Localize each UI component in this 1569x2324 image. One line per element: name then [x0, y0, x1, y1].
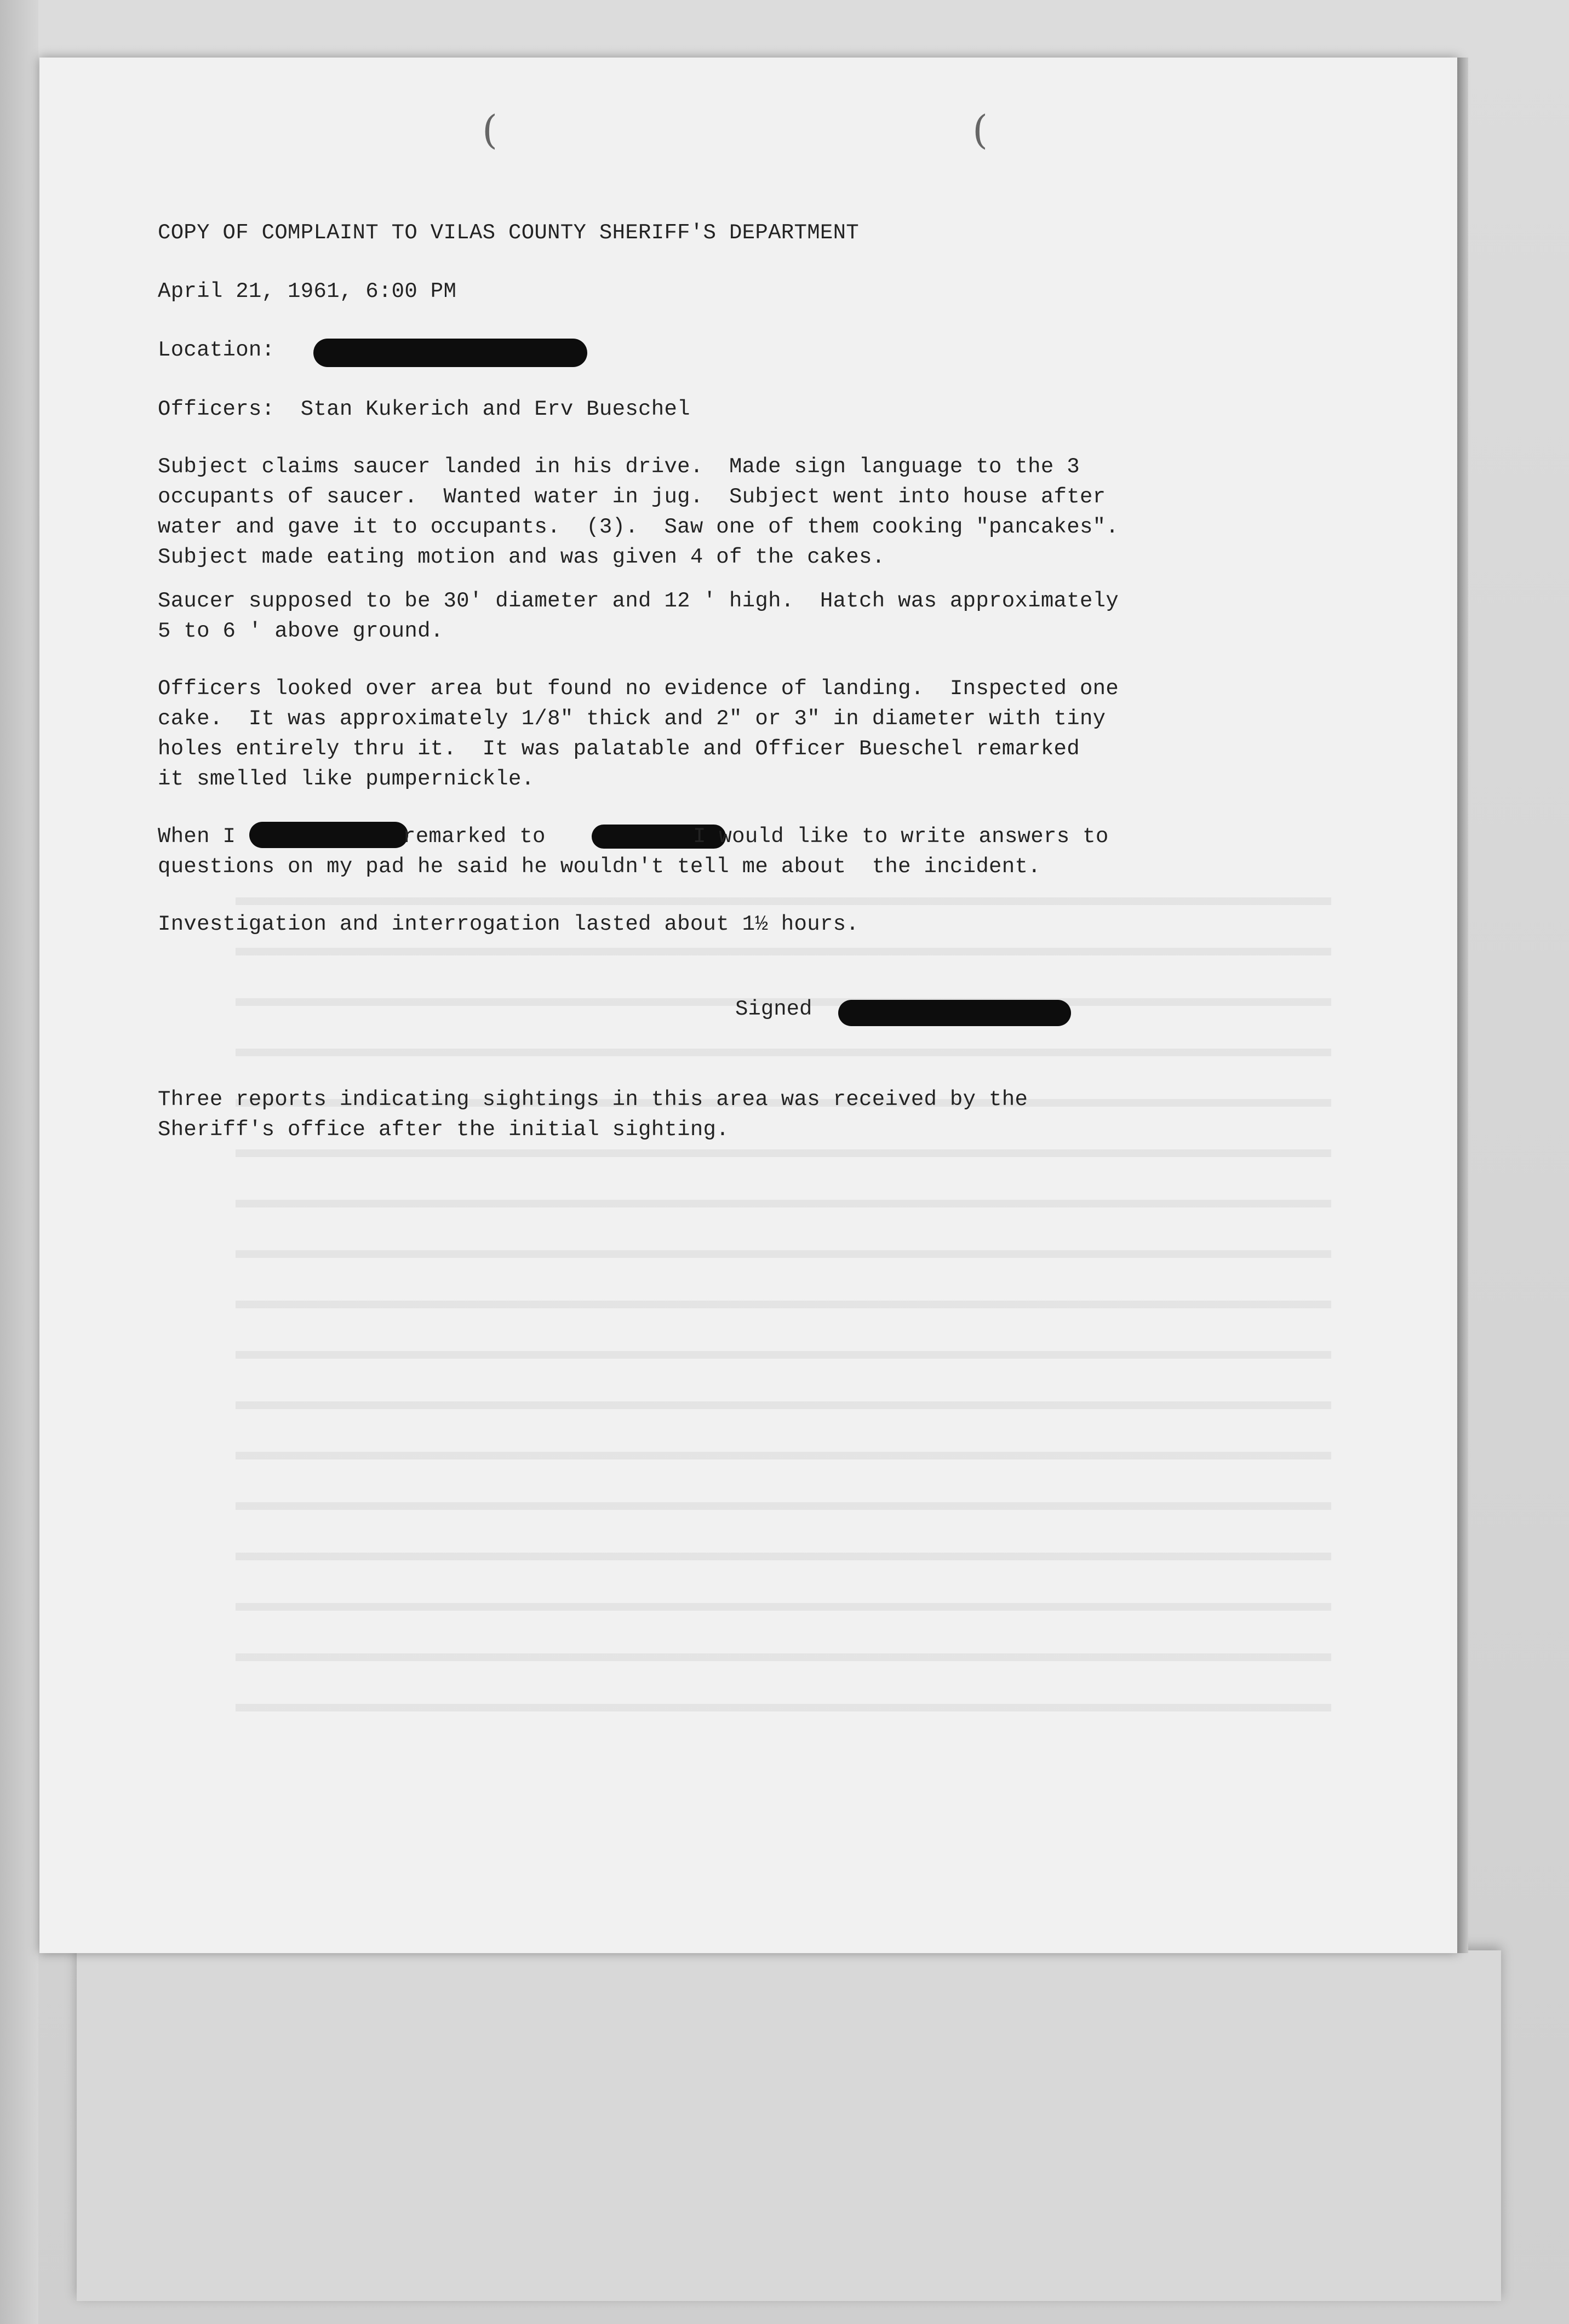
- redaction-signature: [838, 1000, 1071, 1026]
- redaction-location: [313, 339, 587, 367]
- underlying-sheet: [77, 1950, 1501, 2301]
- paragraph-line: When I: [158, 825, 236, 849]
- paragraph-line: water and gave it to occupants. (3). Saw one of them cooking "pancakes".: [158, 515, 1119, 539]
- paragraph-line: holes entirely thru it. It was palatable and Officer Bueschel remarked: [158, 737, 1080, 761]
- location-label: Location:: [158, 338, 275, 362]
- scan-left-edge: [0, 0, 38, 2324]
- paragraph-line: I would like to write answers to: [693, 825, 1109, 849]
- page-edge-shadow: [1457, 58, 1468, 1953]
- signed-label: Signed: [735, 997, 812, 1021]
- paragraph-line: Subject made eating motion and was given 4 of the cakes.: [158, 545, 885, 569]
- officers-line: Officers: Stan Kukerich and Erv Bueschel: [158, 397, 690, 421]
- paragraph-line: it smelled like pumpernickle.: [158, 767, 535, 791]
- paragraph-line: Subject claims saucer landed in his drive. Made sign language to the 3: [158, 455, 1080, 479]
- paragraph-line: Officers looked over area but found no evidence of landing. Inspected one: [158, 677, 1119, 701]
- punch-mark-left: (: [482, 107, 498, 153]
- bleed-through-text: [236, 855, 1331, 1753]
- document-date: April 21, 1961, 6:00 PM: [158, 279, 457, 304]
- redaction-name-1: [249, 822, 408, 848]
- paragraph-line: cake. It was approximately 1/8" thick and 2" or 3" in diameter with tiny: [158, 707, 1106, 731]
- paragraph-line: remarked to: [403, 825, 546, 849]
- punch-mark-right: (: [972, 107, 988, 153]
- investigation-duration: Investigation and interrogation lasted about 1½ hours.: [158, 912, 860, 936]
- paragraph-line: questions on my pad he said he wouldn't tell me about the incident.: [158, 855, 1041, 879]
- paragraph-line: Three reports indicating sightings in this area was received by the: [158, 1087, 1028, 1112]
- paragraph-line: 5 to 6 ' above ground.: [158, 619, 444, 643]
- paragraph-line: Saucer supposed to be 30' diameter and 12 ' high. Hatch was approximately: [158, 589, 1119, 613]
- paragraph-line: Sheriff's office after the initial sighting.: [158, 1118, 729, 1142]
- paragraph-line: occupants of saucer. Wanted water in jug. Subject went into house after: [158, 485, 1106, 509]
- document-title: COPY OF COMPLAINT TO VILAS COUNTY SHERIFF'S DEPARTMENT: [158, 221, 860, 245]
